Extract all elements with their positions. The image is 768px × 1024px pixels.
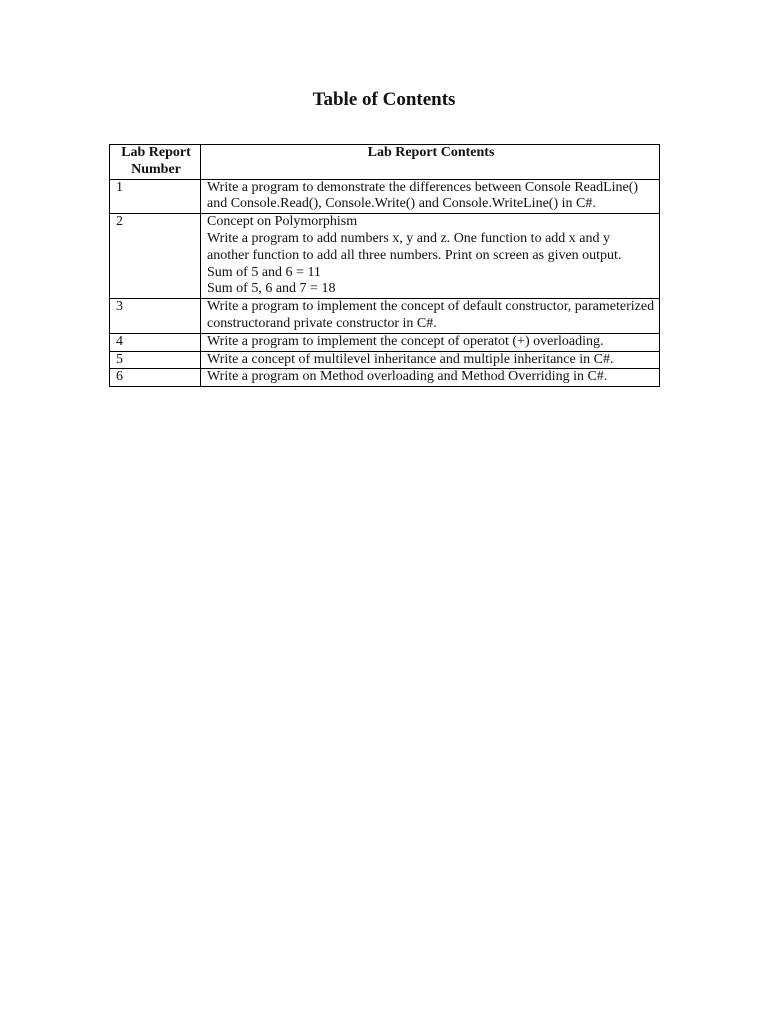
row-contents [201,369,660,387]
contents-line: Write a program to demonstrate the differences between Console ReadLine() and Console.Read(), Console.Write() and Console.WriteLine() in C#. [207,179,639,212]
table-row [110,351,660,369]
header-lab-report-contents: Lab Report Contents [201,145,660,180]
row-number: 5 [110,351,201,369]
contents-line: Write a program to add numbers x, y and z. One function to add x and y another function to add all three numbers. Print on screen as given output. [207,230,622,263]
contents-line: Sum of 5 and 6 = 11 [207,264,321,280]
row-contents [201,214,660,299]
row-contents [201,333,660,351]
row-number: 3 [110,299,201,334]
row-contents [201,351,660,369]
contents-line: Sum of 5, 6 and 7 = 18 [207,281,336,297]
header-lab-report-number: Lab Report Number [110,145,201,180]
row-contents [201,179,660,214]
contents-line: Write a program to implement the concept of default constructor, parameterized constructorand private constructor in C#. [207,299,655,331]
contents-line: Write a program to implement the concept of operatot (+) overloading. [207,333,604,349]
row-number: 6 [110,369,201,387]
table-row [110,333,660,351]
contents-line: Write a concept of multilevel inheritance and multiple inheritance in C#. [207,351,614,367]
row-number: 1 [110,179,201,214]
table-row [110,179,660,214]
contents-line: Concept on Polymorphism [207,214,358,230]
table-row [110,369,660,387]
contents-line: Write a program on Method overloading and Method Overriding in C#. [207,369,608,385]
table-row [110,299,660,334]
row-number: 4 [110,333,201,351]
page-title: Table of Contents [312,89,456,110]
contents-table [109,144,660,387]
table-header-row [110,145,660,180]
row-contents [201,299,660,334]
row-number: 2 [110,214,201,299]
table-row [110,214,660,299]
